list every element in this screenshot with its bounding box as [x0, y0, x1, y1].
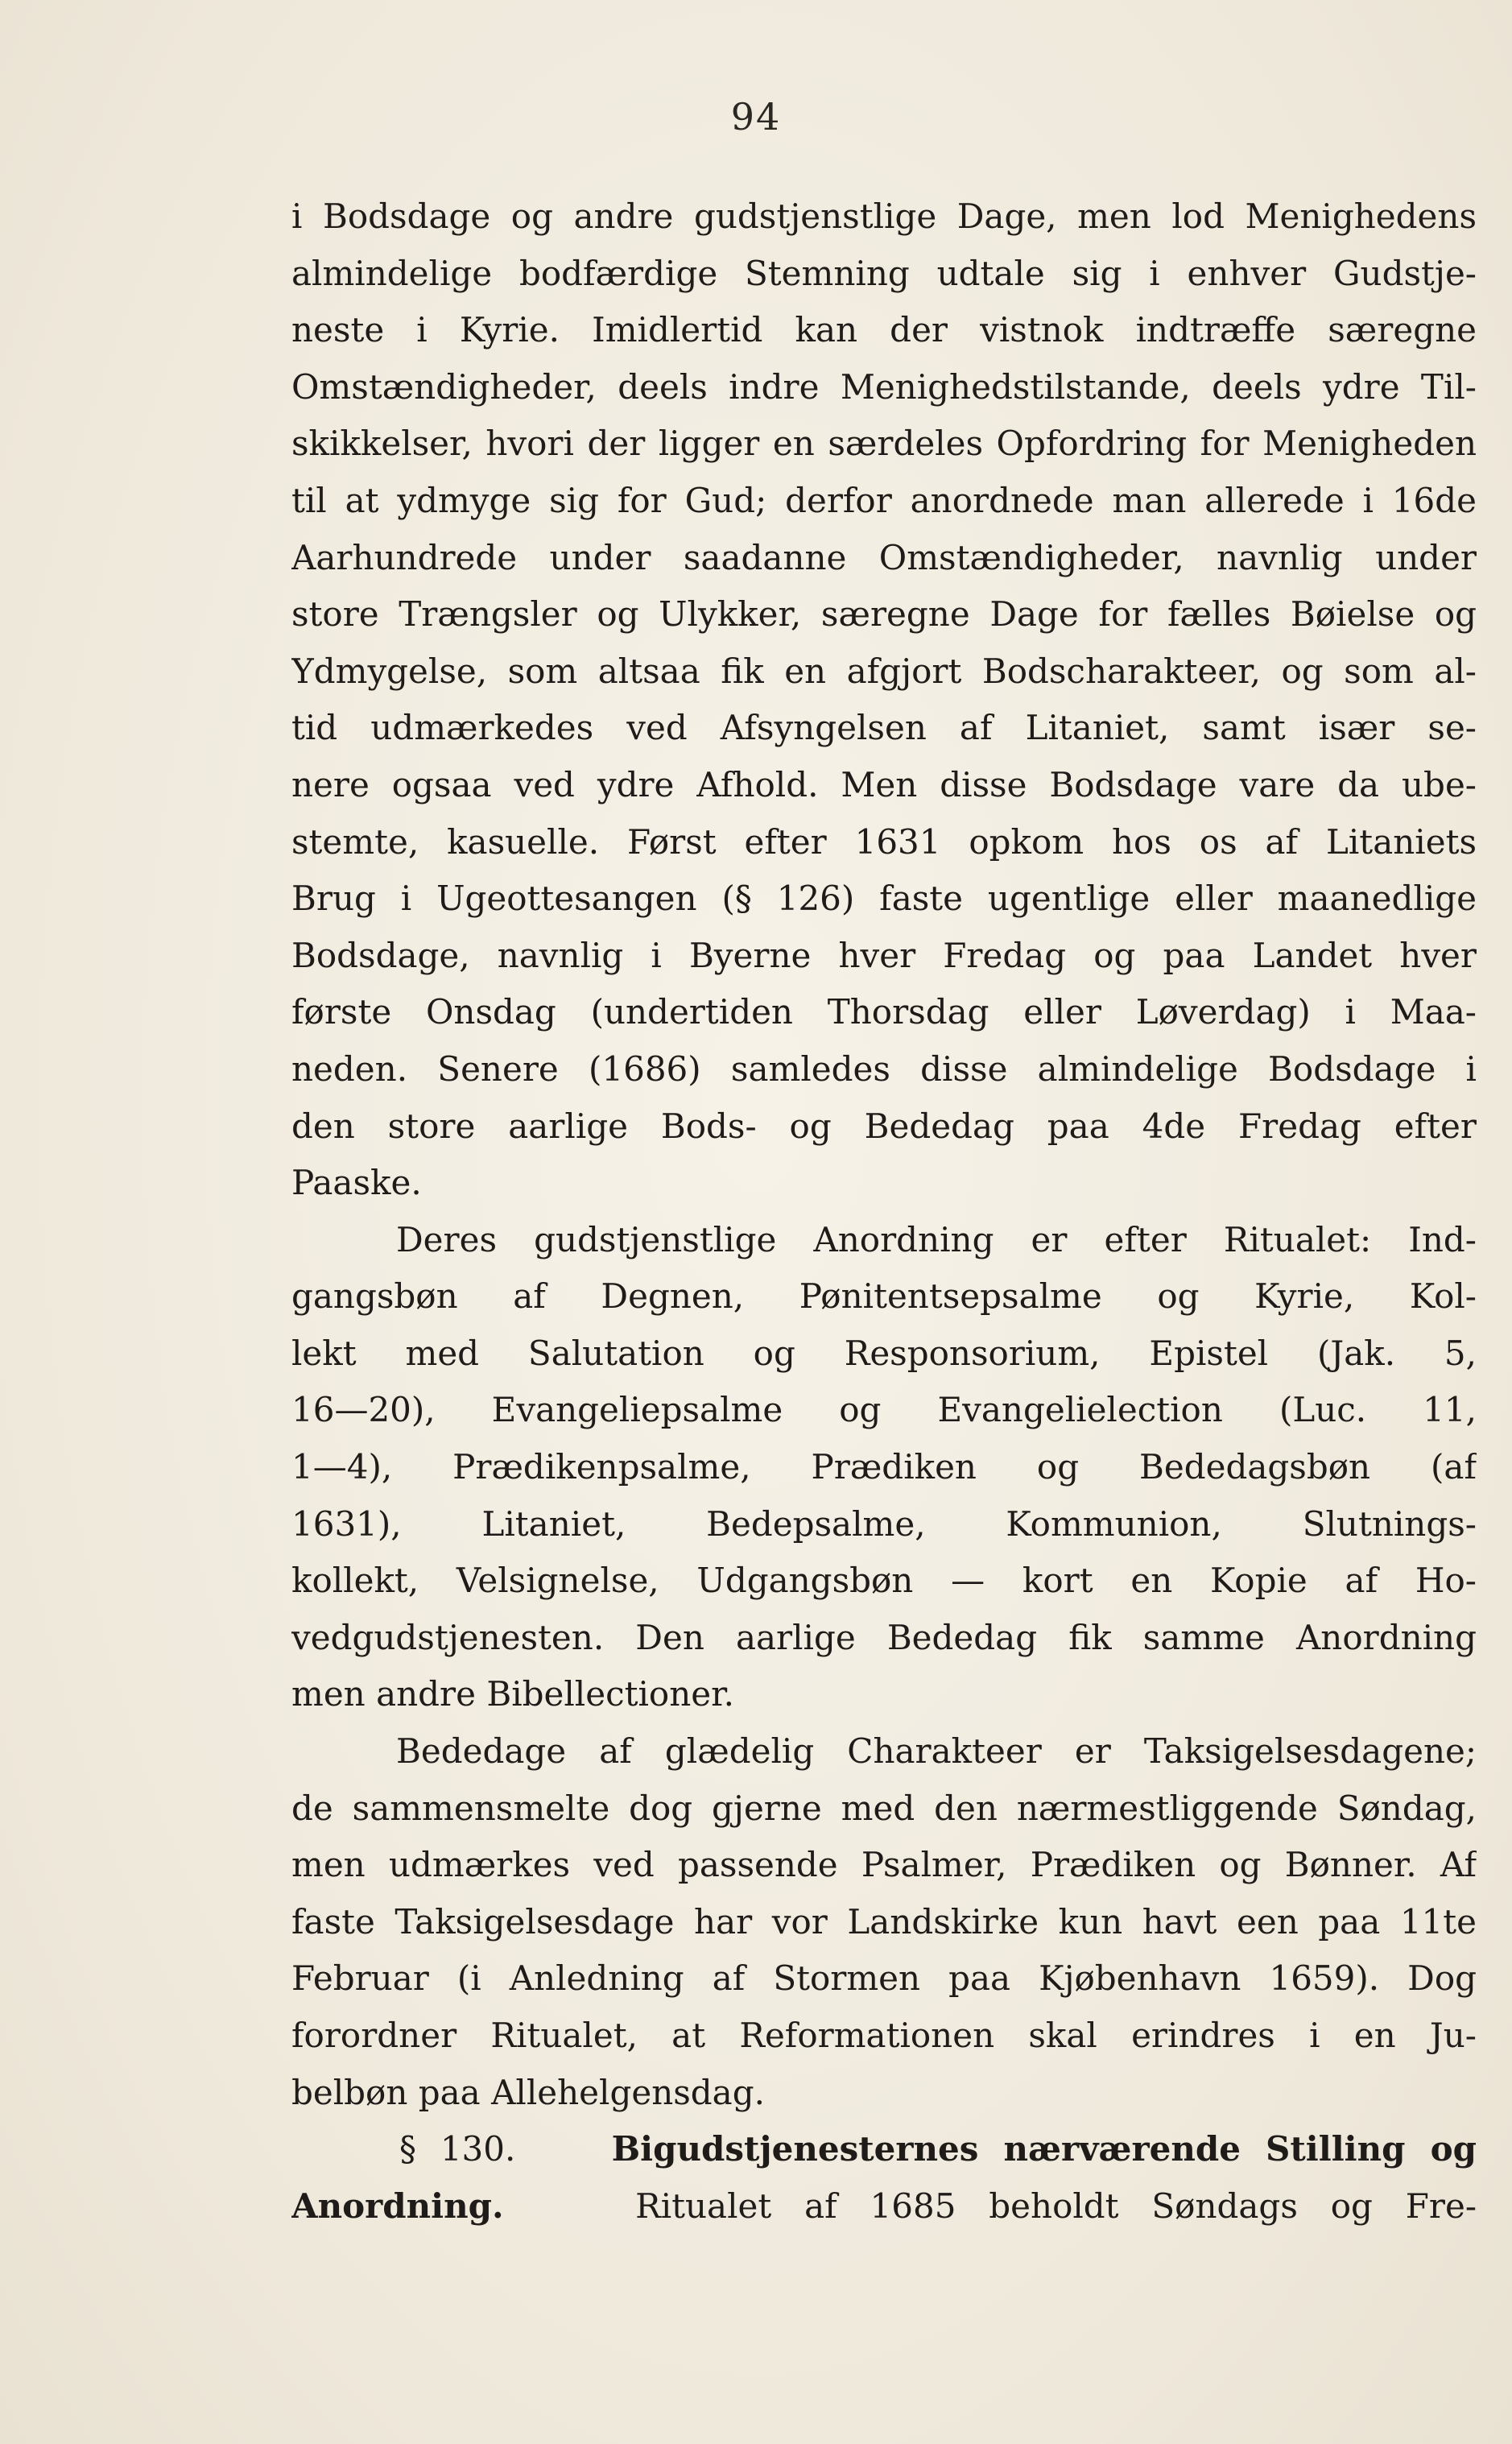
text-line: forordner Ritualet, at Reformationen skal erindres i en Ju- [291, 2016, 1477, 2055]
text-line: 1631), Litaniet, Bedepsalme, Kommunion, Slutnings- [291, 1503, 1477, 1544]
text-line [291, 2178, 1477, 2235]
section-heading-line [291, 2121, 1477, 2178]
text-line: Aarhundrede under saadanne Omstændigheder, navnlig under [291, 537, 1477, 577]
text-line: skikkelser, hvori der ligger en særdeles Opfordring for Menigheden [291, 424, 1477, 464]
text-line: Omstændigheder, deels indre Menighedstilstande, deels ydre Til- [291, 366, 1477, 407]
text-line: til at ydmyge sig for Gud; derfor anordnede man allerede i 16de [291, 480, 1477, 520]
section-number: § 130. [399, 2129, 516, 2169]
text-line: vedgudstjenesten. Den aarlige Bededag fik samme Anordning [291, 1617, 1477, 1657]
text-line: gangsbøn af Degnen, Pønitentsepsalme og Kyrie, Kol- [291, 1276, 1477, 1317]
text-line: de sammensmelte dog gjerne med den nærmestliggende Søndag, [291, 1788, 1477, 1828]
text-line: neste i Kyrie. Imidlertid kan der vistnok indtræffe særegne [291, 310, 1477, 350]
body-text [291, 188, 1477, 2235]
text-line: stemte, kasuelle. Først efter 1631 opkom hos os af Litaniets [291, 821, 1477, 862]
text-line: første Onsdag (undertiden Thorsdag eller Løverdag) i Maa- [291, 992, 1477, 1032]
text-line: Ydmygelse, som altsaa fik en afgjort Bodscharakteer, og som al- [291, 651, 1477, 691]
text-line: belbøn paa Allehelgensdag. [291, 2072, 765, 2112]
text-line: almindelige bodfærdige Stemning udtale sig i enhver Gudstje- [291, 253, 1477, 293]
paragraph-start-line: Deres gudstjenstlige Anordning er efter Ritualet: Ind- [396, 1219, 1477, 1259]
text-line-content: Ritualet af 1685 beholdt Søndags og Fre- [635, 2186, 1477, 2226]
text-line: 1—4), Prædikenpsalme, Prædiken og Bededagsbøn (af [291, 1447, 1477, 1487]
text-line: den store aarlige Bods- og Bededag paa 4de Fredag efter [291, 1106, 1477, 1146]
text-line: faste Taksigelsesdage har vor Landskirke kun havt een paa 11te [291, 1901, 1477, 1942]
section-title-continued: Anordning. [291, 2186, 504, 2226]
text-line: nere ogsaa ved ydre Afhold. Men disse Bodsdage vare da ube- [291, 764, 1477, 804]
section-title: Bigudstjenesternes nærværende Stilling og [611, 2129, 1477, 2169]
paragraph-start-line: Bededage af glædelig Charakteer er Taksigelsesdagene; [396, 1731, 1477, 1772]
text-line: kollekt, Velsignelse, Udgangsbøn — kort en Kopie af Ho- [291, 1561, 1477, 1601]
text-line: Paaske. [291, 1163, 422, 1203]
text-line: tid udmærkedes ved Afsyngelsen af Litaniet, samt især se- [291, 708, 1477, 748]
text-line: i Bodsdage og andre gudstjenstlige Dage, men lod Menighedens [291, 196, 1477, 236]
page-number: 94 [730, 95, 782, 139]
text-line: lekt med Salutation og Responsorium, Epistel (Jak. 5, [291, 1333, 1477, 1373]
text-line: 16—20), Evangeliepsalme og Evangelielection (Luc. 11, [291, 1390, 1477, 1430]
text-line: neden. Senere (1686) samledes disse almindelige Bodsdage i [291, 1048, 1477, 1089]
text-line: Bodsdage, navnlig i Byerne hver Fredag og paa Landet hver [291, 935, 1477, 975]
text-line: Februar (i Anledning af Stormen paa Kjøbenhavn 1659). Dog [291, 1958, 1477, 1999]
text-line: men andre Bibellectioner. [291, 1674, 734, 1714]
text-line: Brug i Ugeottesangen (§ 126) faste ugentlige eller maanedlige [291, 879, 1477, 919]
text-line: store Trængsler og Ulykker, særegne Dage for fælles Bøielse og [291, 594, 1477, 635]
text-line: men udmærkes ved passende Psalmer, Prædiken og Bønner. Af [291, 1845, 1477, 1885]
